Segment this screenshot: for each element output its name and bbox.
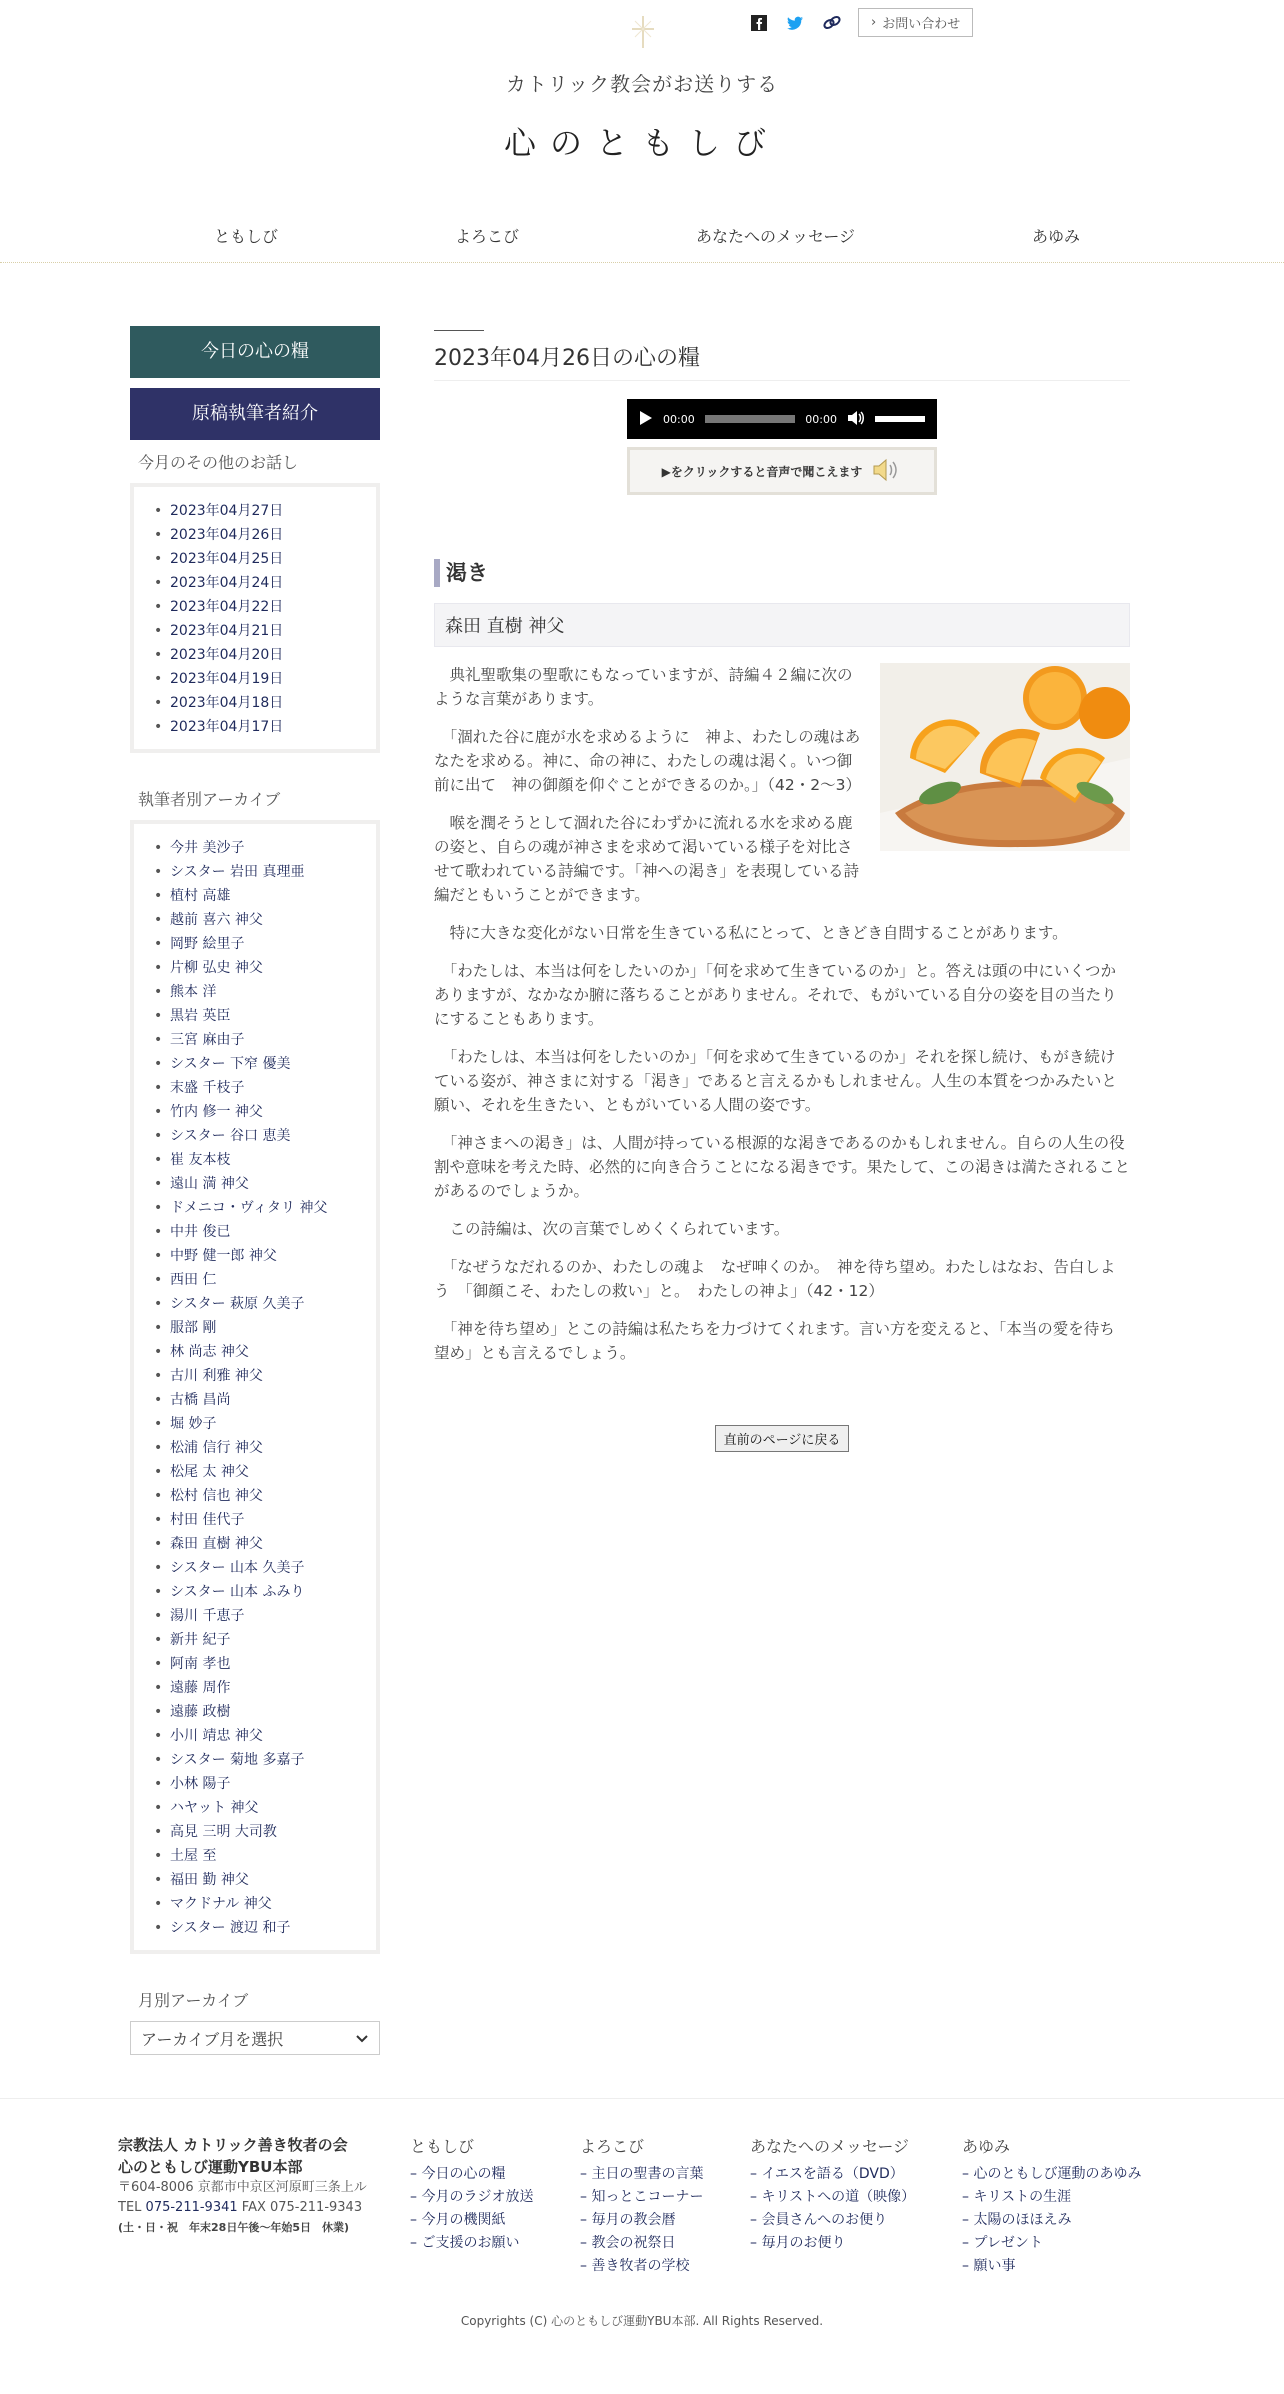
business-hours: (土・日・祝 年末28日午後〜年始5日 休業) bbox=[118, 2221, 350, 2234]
author-link[interactable]: • 松村 信也 神父 bbox=[134, 1484, 376, 1508]
nav-ayumi[interactable]: あゆみ bbox=[1031, 227, 1080, 246]
speaker-icon bbox=[872, 457, 902, 486]
date-link[interactable]: • 2023年04月24日 bbox=[134, 571, 376, 595]
today-button[interactable]: 今日の心の糧 bbox=[130, 326, 380, 378]
footer-link[interactable]: – 今月のラジオ放送 bbox=[410, 2189, 534, 2205]
footer-link[interactable]: – 今月の機関紙 bbox=[410, 2212, 506, 2228]
volume-icon[interactable] bbox=[847, 410, 865, 429]
article-paragraph: この詩編は、次の言葉でしめくくられています。 bbox=[434, 1220, 790, 1238]
author-link[interactable]: • 湯川 千恵子 bbox=[134, 1604, 376, 1628]
nav-yorokobi[interactable]: よろこび bbox=[454, 227, 519, 246]
main-content bbox=[434, 330, 1130, 1452]
cross-logo-icon bbox=[628, 12, 658, 52]
article-body bbox=[434, 663, 1130, 1365]
author-link[interactable]: • ドメニコ・ヴィタリ 神父 bbox=[134, 1196, 376, 1220]
month-select-value: アーカイブ月を選択 bbox=[141, 2029, 284, 2049]
footer-columns bbox=[410, 2134, 1162, 2278]
facebook-icon[interactable] bbox=[750, 14, 768, 32]
date-link[interactable]: • 2023年04月19日 bbox=[134, 667, 376, 691]
link-icon[interactable] bbox=[822, 14, 840, 32]
author-link[interactable]: • 松尾 太 神父 bbox=[134, 1460, 376, 1484]
audio-hint-box bbox=[627, 447, 937, 495]
author-link[interactable]: • 村田 佳代子 bbox=[134, 1508, 376, 1532]
footer-divider bbox=[0, 2098, 1284, 2099]
footer-link-list bbox=[410, 2163, 580, 2255]
author-link[interactable]: • 片柳 弘史 神父 bbox=[134, 956, 376, 980]
article-paragraph: 「神を待ち望め」とこの詩編は私たちを力づけてくれます。言い方を変えると、「本当の愛を待ち望め」とも言えるでしょう。 bbox=[434, 1320, 1115, 1362]
chevron-right-icon: › bbox=[871, 15, 877, 30]
date-link[interactable]: • 2023年04月17日 bbox=[134, 715, 376, 739]
footer-column bbox=[750, 2134, 962, 2278]
author-link[interactable]: • 今井 美沙子 bbox=[134, 836, 376, 860]
section-title: 渇き bbox=[434, 559, 1130, 587]
org-name-2: 心のともしび運動YBU本部 bbox=[118, 2158, 303, 2176]
author-link[interactable]: • シスター 山本 久美子 bbox=[134, 1556, 376, 1580]
contact-label: お問い合わせ bbox=[882, 17, 961, 32]
author-archive-heading: 執筆者別アーカイブ bbox=[138, 790, 281, 809]
footer-link-list bbox=[962, 2163, 1162, 2278]
author-link[interactable]: • 松浦 信行 神父 bbox=[134, 1436, 376, 1460]
back-button[interactable]: 直前のページに戻る bbox=[715, 1425, 850, 1452]
footer-column bbox=[410, 2134, 580, 2278]
orange-slices-image bbox=[880, 663, 1130, 851]
footer-link[interactable]: – 毎月のお便り bbox=[750, 2235, 846, 2251]
footer-column bbox=[580, 2134, 750, 2278]
footer-link[interactable]: – 心のともしび運動のあゆみ bbox=[962, 2166, 1142, 2182]
footer-link[interactable]: – 主日の聖書の言葉 bbox=[580, 2166, 704, 2182]
author-link[interactable]: • シスター 萩原 久美子 bbox=[134, 1292, 376, 1316]
date-list bbox=[134, 499, 376, 739]
footer-column-heading[interactable]: よろこび bbox=[580, 2137, 645, 2156]
nav-tomoshibi[interactable]: ともしび bbox=[214, 227, 279, 246]
contact-button[interactable] bbox=[858, 8, 973, 37]
article-paragraph: 特に大きな変化がない日常を生きている私にとって、ときどき自問することがあります。 bbox=[434, 924, 1068, 942]
date-link[interactable]: • 2023年04月22日 bbox=[134, 595, 376, 619]
author-link[interactable]: • 小川 靖忠 神父 bbox=[134, 1724, 376, 1748]
audio-progress-track[interactable] bbox=[705, 415, 796, 423]
author-link[interactable]: • 越前 喜六 神父 bbox=[134, 908, 376, 932]
sidebar bbox=[130, 326, 380, 2055]
author-link[interactable]: • シスター 渡辺 和子 bbox=[134, 1916, 376, 1940]
author-link[interactable]: • 遠山 満 神父 bbox=[134, 1172, 376, 1196]
author-link[interactable]: • 服部 剛 bbox=[134, 1316, 376, 1340]
date-link[interactable]: • 2023年04月25日 bbox=[134, 547, 376, 571]
chevron-down-icon bbox=[355, 2029, 369, 2048]
page-title: 2023年04月26日の心の糧 bbox=[434, 341, 1130, 381]
author-link[interactable]: • 小林 陽子 bbox=[134, 1772, 376, 1796]
footer-column bbox=[962, 2134, 1162, 2278]
audio-current-time: 00:00 bbox=[663, 412, 695, 426]
footer-column-heading[interactable]: ともしび bbox=[410, 2137, 475, 2156]
author-link[interactable]: • 植村 高雄 bbox=[134, 884, 376, 908]
author-link[interactable]: • 崔 友本枝 bbox=[134, 1148, 376, 1172]
nav-message[interactable]: あなたへのメッセージ bbox=[695, 227, 856, 246]
date-link[interactable]: • 2023年04月27日 bbox=[134, 499, 376, 523]
footer-link[interactable]: – 知っとこコーナー bbox=[580, 2189, 704, 2205]
author-link[interactable]: • 中井 俊已 bbox=[134, 1220, 376, 1244]
month-archive-heading: 月別アーカイブ bbox=[138, 1991, 249, 2010]
footer-link-list bbox=[580, 2163, 750, 2278]
author-link[interactable]: • 遠藤 周作 bbox=[134, 1676, 376, 1700]
other-stories-heading: 今月のその他のお話し bbox=[138, 453, 299, 472]
audio-player bbox=[627, 399, 937, 439]
footer-column-heading[interactable]: あなたへのメッセージ bbox=[750, 2137, 910, 2156]
author-link[interactable]: • 中野 健一郎 神父 bbox=[134, 1244, 376, 1268]
org-name-1: 宗教法人 カトリック善き牧者の会 bbox=[118, 2136, 348, 2154]
footer-link-list bbox=[750, 2163, 962, 2255]
date-link[interactable]: • 2023年04月20日 bbox=[134, 643, 376, 667]
author-link[interactable]: • 新井 紀子 bbox=[134, 1628, 376, 1652]
footer-link[interactable]: – 教会の祝祭日 bbox=[580, 2235, 676, 2251]
top-links bbox=[750, 8, 973, 37]
author-link[interactable]: • 古川 利雅 神父 bbox=[134, 1364, 376, 1388]
author-link[interactable]: • 遠藤 政樹 bbox=[134, 1700, 376, 1724]
footer-link[interactable]: – プレゼント bbox=[962, 2235, 1043, 2251]
site-subtitle: カトリック教会がお送りする bbox=[505, 72, 779, 96]
footer-link[interactable]: – キリストの生涯 bbox=[962, 2189, 1072, 2205]
article-paragraph: 典礼聖歌集の聖歌にもなっていますが、詩編４２編に次のような言葉があります。 bbox=[434, 666, 853, 708]
article-paragraph: 「わたしは、本当は何をしたいのか」「何を求めて生きているのか」それを探し続け、もがき続けている姿が、神さまに対する「渇き」であると言えるかもしれません。人生の本質をつかみたいと願い、それを生きたい、ともがいている人間の姿です。 bbox=[434, 1048, 1117, 1114]
footer-link[interactable]: – 毎月の教会暦 bbox=[580, 2212, 676, 2228]
article-paragraph: 「なぜうなだれるのか、わたしの魂よ なぜ呻くのか。 神を待ち望め。わたしはなお、告白しよう 「御顔こそ、わたしの救い」と。 わたしの神よ」（42・12） bbox=[434, 1258, 1116, 1300]
article-paragraph: 「わたしは、本当は何をしたいのか」「何を求めて生きているのか」と。答えは頭の中にいくつかありますが、なかなか腑に落ちることがありません。それで、もがいている自分の姿を目の当たりにすることもあります。 bbox=[434, 962, 1117, 1028]
twitter-icon[interactable] bbox=[786, 14, 804, 32]
org-phone bbox=[118, 2198, 410, 2218]
author-list bbox=[134, 836, 376, 1940]
author-link[interactable]: • シスター 山本 ふみり bbox=[134, 1580, 376, 1604]
author-list-box bbox=[130, 820, 380, 1954]
fax-number: FAX 075-211-9343 bbox=[241, 2200, 363, 2215]
author-link[interactable]: • 阿南 孝也 bbox=[134, 1652, 376, 1676]
title-accent bbox=[434, 330, 484, 331]
writers-button[interactable]: 原稿執筆者紹介 bbox=[130, 388, 380, 440]
footer bbox=[118, 2134, 1178, 2278]
nav-divider bbox=[0, 262, 1284, 264]
audio-total-time: 00:00 bbox=[805, 412, 837, 426]
date-list-box bbox=[130, 483, 380, 753]
footer-link[interactable]: – 会員さんへのお便り bbox=[750, 2212, 888, 2228]
author-link[interactable]: • 林 尚志 神父 bbox=[134, 1340, 376, 1364]
author-link[interactable]: • 福田 勤 神父 bbox=[134, 1868, 376, 1892]
volume-slider[interactable] bbox=[875, 416, 925, 422]
author-link[interactable]: • 森田 直樹 神父 bbox=[134, 1532, 376, 1556]
author-link[interactable]: • 末盛 千枝子 bbox=[134, 1076, 376, 1100]
footer-column-heading[interactable]: あゆみ bbox=[962, 2137, 1011, 2156]
play-icon[interactable] bbox=[639, 410, 653, 429]
author-link[interactable]: • 西田 仁 bbox=[134, 1268, 376, 1292]
author-link[interactable]: • マクドナル 神父 bbox=[134, 1892, 376, 1916]
article-paragraph: 喉を潤そうとして涸れた谷にわずかに流れる水を求める鹿の姿と、自らの魂が神さまを求めて渇いている様子を対比させて歌われている詩編です。「神への渇き」を表現している詩編だともいうことができます。 bbox=[434, 814, 860, 904]
month-archive-select[interactable] bbox=[130, 2021, 380, 2055]
author-link[interactable]: • 黒岩 英臣 bbox=[134, 1004, 376, 1028]
footer-org bbox=[118, 2134, 410, 2278]
author-link[interactable]: • シスター 谷口 恵美 bbox=[134, 1124, 376, 1148]
tel-label: TEL bbox=[118, 2200, 142, 2215]
author-name: 森田 直樹 神父 bbox=[434, 603, 1130, 647]
org-address: 〒604-8006 京都市中京区河原町三条上ル bbox=[118, 2180, 367, 2195]
author-link[interactable]: • シスター 岩田 真理亜 bbox=[134, 860, 376, 884]
tel-link[interactable]: 075-211-9341 bbox=[145, 2200, 238, 2215]
footer-link[interactable]: – 善き牧者の学校 bbox=[580, 2258, 690, 2274]
footer-link[interactable]: – イエスを語る（DVD） bbox=[750, 2166, 904, 2182]
audio-hint-text: ▶をクリックすると音声で聞こえます bbox=[661, 464, 863, 479]
footer-link[interactable]: – 今日の心の糧 bbox=[410, 2166, 506, 2182]
author-link[interactable]: • 堀 妙子 bbox=[134, 1412, 376, 1436]
author-link[interactable]: • 三宮 麻由子 bbox=[134, 1028, 376, 1052]
article-paragraph: 「涸れた谷に鹿が水を求めるように 神よ、わたしの魂はあなたを求める。神に、命の神に、わたしの魂は渇く。いつ御前に出て 神の御顔を仰ぐことができるのか。」（42・2～3） bbox=[434, 728, 861, 794]
author-link[interactable]: • 熊本 洋 bbox=[134, 980, 376, 1004]
copyright: Copyrights (C) 心のともしび運動YBU本部. All Rights Reserved. bbox=[460, 2314, 824, 2328]
author-link[interactable]: • シスター 下窄 優美 bbox=[134, 1052, 376, 1076]
author-link[interactable]: • 古橋 昌尚 bbox=[134, 1388, 376, 1412]
author-link[interactable]: • 土屋 至 bbox=[134, 1844, 376, 1868]
author-link[interactable]: • 竹内 修一 神父 bbox=[134, 1100, 376, 1124]
site-title[interactable]: 心のともしび bbox=[503, 124, 780, 162]
date-link[interactable]: • 2023年04月21日 bbox=[134, 619, 376, 643]
footer-link[interactable]: – キリストへの道（映像） bbox=[750, 2189, 916, 2205]
author-link[interactable]: • シスター 菊地 多嘉子 bbox=[134, 1748, 376, 1772]
date-link[interactable]: • 2023年04月26日 bbox=[134, 523, 376, 547]
main-nav bbox=[140, 216, 1150, 255]
author-link[interactable]: • 岡野 絵里子 bbox=[134, 932, 376, 956]
author-link[interactable]: • 高見 三明 大司教 bbox=[134, 1820, 376, 1844]
date-link[interactable]: • 2023年04月18日 bbox=[134, 691, 376, 715]
footer-link[interactable]: – 願い事 bbox=[962, 2258, 1016, 2274]
footer-link[interactable]: – ご支援のお願い bbox=[410, 2235, 520, 2251]
footer-link[interactable]: – 太陽のほほえみ bbox=[962, 2212, 1072, 2228]
article-paragraph: 「神さまへの渇き」は、人間が持っている根源的な渇きであるのかもしれません。自らの人生の役割や意味を考えた時、必然的に向き合うことになる渇きです。果たして、この渇きは満たされることがあるのでしょうか。 bbox=[434, 1134, 1130, 1200]
author-link[interactable]: • ハヤット 神父 bbox=[134, 1796, 376, 1820]
